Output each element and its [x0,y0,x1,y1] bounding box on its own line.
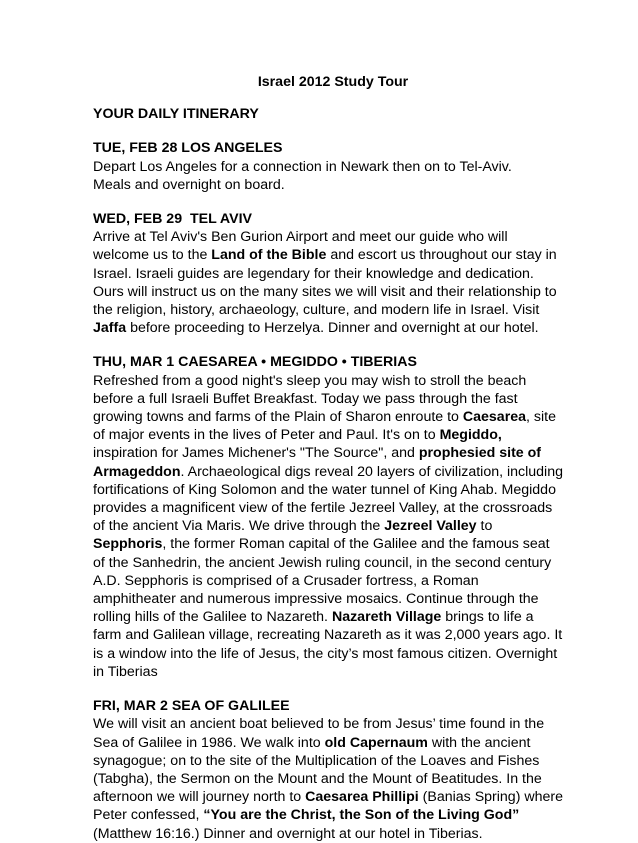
text-segment: of the Sanhedrin, the ancient Jewish ruling council, in the second century [93,554,552,571]
text-segment: before proceeding to Herzelya. Dinner and overnight at our hotel. [126,320,539,337]
text-line [93,663,563,681]
text-segment: before a full Israeli Buffet Breakfast. Today we pass through the fast [93,390,518,407]
document-page [93,73,563,843]
text-segment: the religion, history, archaeology, culture, and modern life in Israel. Visit [93,302,540,319]
text-line [93,301,563,319]
text-segment: of the ancient Via Maris. We drive through the [93,518,385,535]
day-heading: TUE, FEB 28 LOS ANGELES [93,140,283,157]
text-line [93,825,563,843]
text-segment: rolling hills of the Galilee to Nazareth. [93,609,332,626]
text-line [93,734,563,752]
itinerary-days [93,139,563,842]
text-line [93,608,563,626]
text-segment: fortifications of King Solomon and the water tunnel of King Ahab. Megiddo [93,481,556,498]
text-line [93,408,563,426]
text-segment: . Archaeological digs reveal 20 layers of civilization, including [180,463,563,480]
text-segment: synagogue; on to the site of the Multiplication of the Loaves and Fishes [93,752,540,769]
day-entry [93,139,563,194]
text-line [93,372,563,390]
text-line [93,590,563,608]
text-segment: in Tiberias [93,663,158,680]
text-segment: , site [526,409,556,426]
text-segment: is a window into the life of Jesus, the city’s most famous citizen. Overnight [93,645,558,662]
bold-text: Caesarea Phillipi [305,789,419,806]
text-line [93,788,563,806]
text-segment: Peter confessed, [93,807,204,824]
day-entry [93,353,563,681]
day-description [93,372,563,681]
text-line [93,517,563,535]
day-description [93,715,563,842]
text-line [93,283,563,301]
text-segment: We will visit an ancient boat believed to be from Jesus’ time found in the [93,716,545,733]
text-line [93,481,563,499]
text-line [93,176,563,194]
text-segment: provides a magnificent view of the fertile Jezreel Valley, at the crossroads [93,500,553,517]
day-description [93,158,563,194]
bold-text: old Capernaum [324,734,428,751]
text-line [93,246,563,264]
text-segment: Meals and overnight on board. [93,176,285,193]
text-line [93,265,563,283]
text-line [93,499,563,517]
text-segment: and escort us throughout our stay in [326,247,557,264]
text-line [93,554,563,572]
day-heading: WED, FEB 29 TEL AVIV [93,211,252,228]
day-heading: THU, MAR 1 CAESAREA • MEGIDDO • TIBERIAS [93,354,417,371]
bold-text: Megiddo, [439,427,502,444]
text-line [93,463,563,481]
text-line [93,806,563,824]
text-line [93,715,563,733]
text-line [93,426,563,444]
bold-text: Land of the Bible [211,247,327,264]
bold-text: Nazareth Village [331,609,442,626]
bold-text: Jaffa [93,320,127,337]
text-line [93,645,563,663]
text-segment: Refreshed from a good night's sleep you may wish to stroll the beach [93,372,527,389]
day-entry [93,697,563,843]
text-segment: amphitheater and numerous impressive mosaics. Continue through the [93,591,539,608]
day-description [93,228,563,337]
text-line [93,444,563,462]
day-heading: FRI, MAR 2 SEA OF GALILEE [93,698,290,715]
document-title: Israel 2012 Study Tour [257,74,409,90]
text-segment: Sea of Galilee in 1986. We walk into [93,734,325,751]
bold-text: Jezreel Valley [384,518,477,535]
text-segment: afternoon we will journey north to [93,789,306,806]
text-segment: growing towns and farms of the Plain of Sharon enroute to [93,409,463,426]
bold-text: Sepphoris [93,536,163,553]
section-heading: YOUR DAILY ITINERARY [93,106,259,123]
text-segment: (Tabgha), the Sermon on the Mount and the Mount of Beatitudes. In the [93,770,542,787]
text-line [93,158,563,176]
text-segment: , the former Roman capital of the Galilee and the famous seat [162,536,550,553]
text-segment: A.D. Sepphoris is comprised of a Crusader fortress, a Roman [93,572,479,589]
day-entry [93,210,563,337]
text-segment: brings to life a [441,609,534,626]
text-segment: Ours will instruct us on the many sites we will visit and their relationship to [93,283,557,300]
text-line [93,228,563,246]
text-line [93,572,563,590]
text-segment: to [476,518,493,535]
text-segment: Arrive at Tel Aviv's Ben Gurion Airport and meet our guide who will [93,229,508,246]
text-segment: farm and Galilean village, recreating Nazareth as it was 2,000 years ago. It [93,627,563,644]
text-segment: welcome us to the [93,247,212,264]
text-segment: Israel. Israeli guides are legendary for their knowledge and dedication. [93,265,534,282]
bold-text: prophesied site of [418,445,542,462]
text-line [93,770,563,788]
text-segment: (Matthew 16:16.) Dinner and overnight at our hotel in Tiberias. [93,825,483,842]
text-segment: inspiration for James Michener's "The Source", and [93,445,419,462]
text-line [93,535,563,553]
text-line [93,390,563,408]
text-segment: with the ancient [427,734,531,751]
bold-text: “You are the Christ, the Son of the Living God” [203,807,520,824]
text-line [93,752,563,770]
text-segment: of major events in the lives of Peter and Paul. It's on to [93,427,440,444]
text-segment: (Banias Spring) where [418,789,564,806]
text-segment: Depart Los Angeles for a connection in Newark then on to Tel-Aviv. [93,158,512,175]
text-line [93,626,563,644]
bold-text: Caesarea [462,409,527,426]
text-line [93,319,563,337]
bold-text: Armageddon [93,463,181,480]
